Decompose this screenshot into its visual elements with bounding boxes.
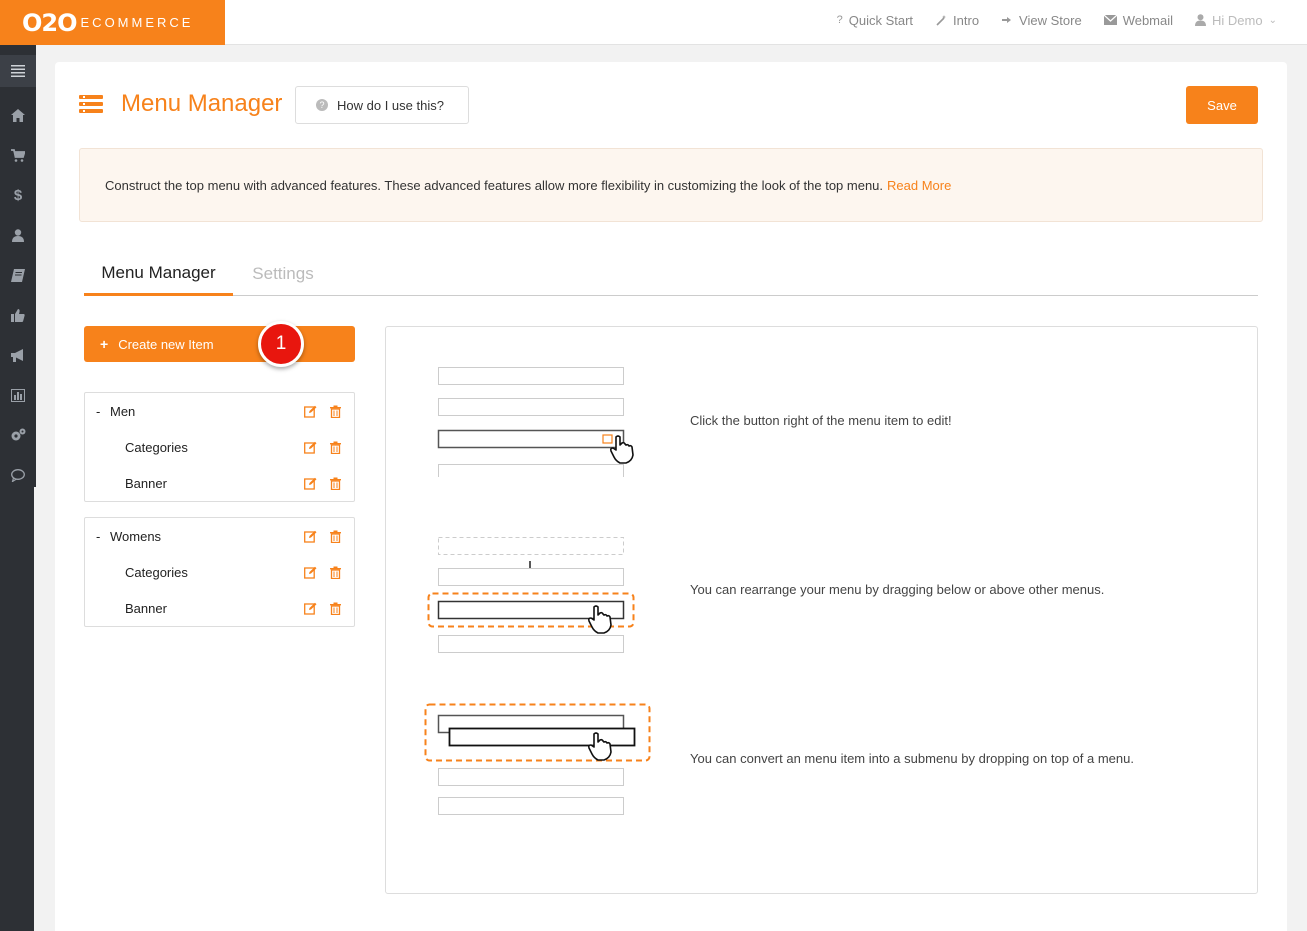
user-icon bbox=[1195, 14, 1206, 26]
menu-item-label: Men bbox=[110, 403, 136, 419]
create-new-item-button[interactable] bbox=[84, 326, 355, 362]
intro-link[interactable] bbox=[935, 13, 979, 28]
user-menu[interactable] bbox=[1195, 13, 1277, 28]
drag-illustration bbox=[426, 527, 656, 657]
collapse-toggle[interactable]: - bbox=[96, 403, 101, 419]
trash-icon[interactable] bbox=[329, 477, 342, 490]
menu-group-womens bbox=[84, 517, 355, 627]
how-to-use-label: How do I use this? bbox=[337, 97, 444, 113]
page-title: Menu Manager bbox=[121, 90, 283, 117]
view-store-link[interactable] bbox=[1001, 13, 1082, 28]
trash-icon[interactable] bbox=[329, 602, 342, 615]
edit-icon[interactable] bbox=[304, 566, 317, 579]
menu-item-label: Categories bbox=[125, 439, 188, 455]
submenu-illustration bbox=[422, 699, 662, 829]
top-bar bbox=[225, 0, 1307, 45]
menu-icon[interactable] bbox=[0, 55, 36, 87]
logo-mark: O2O bbox=[22, 8, 77, 37]
logo-text: ECOMMERCE bbox=[80, 15, 194, 30]
edit-icon[interactable] bbox=[304, 530, 317, 543]
intro-label: Intro bbox=[953, 12, 980, 28]
step-badge: 1 bbox=[258, 321, 304, 367]
edit-icon[interactable] bbox=[304, 441, 317, 454]
webmail-label: Webmail bbox=[1122, 12, 1174, 28]
menu-item-label: Banner bbox=[125, 600, 167, 616]
question-circle-icon: ? bbox=[316, 99, 328, 111]
menu-item-men-categories[interactable] bbox=[85, 429, 354, 465]
quick-start-link[interactable] bbox=[837, 13, 913, 28]
menu-item-label: Womens bbox=[110, 528, 162, 544]
gears-icon[interactable] bbox=[0, 415, 36, 455]
instruction-rearrange: You can rearrange your menu by dragging below or above other menus. bbox=[690, 582, 1105, 597]
edit-icon[interactable] bbox=[304, 477, 317, 490]
info-notice bbox=[79, 148, 1263, 222]
menu-item-womens-categories[interactable] bbox=[85, 554, 354, 590]
instructions-panel bbox=[385, 326, 1258, 894]
user-icon[interactable] bbox=[0, 215, 36, 255]
sidebar-gap bbox=[34, 487, 36, 931]
collapse-toggle[interactable]: - bbox=[96, 528, 101, 544]
book-icon[interactable] bbox=[0, 255, 36, 295]
trash-icon[interactable] bbox=[329, 405, 342, 418]
save-button[interactable]: Save bbox=[1186, 86, 1258, 124]
instruction-edit: Click the button right of the menu item to edit! bbox=[690, 413, 952, 428]
main-panel bbox=[55, 62, 1287, 931]
menu-item-men[interactable] bbox=[85, 393, 354, 429]
tab-menu-manager[interactable]: Menu Manager bbox=[84, 252, 233, 296]
webmail-link[interactable] bbox=[1104, 13, 1173, 28]
menu-group-men bbox=[84, 392, 355, 502]
chat-icon[interactable] bbox=[0, 455, 36, 495]
magic-wand-icon bbox=[935, 14, 947, 26]
menu-item-label: Categories bbox=[125, 564, 188, 580]
edit-illustration bbox=[426, 357, 656, 477]
brand-logo[interactable] bbox=[0, 0, 225, 45]
how-to-use-button[interactable] bbox=[295, 86, 469, 124]
instruction-submenu: You can convert an menu item into a submenu by dropping on top of a menu. bbox=[690, 751, 1134, 766]
top-nav bbox=[837, 0, 1277, 40]
edit-icon[interactable] bbox=[304, 405, 317, 418]
chevron-down-icon: ⌄ bbox=[1268, 14, 1277, 26]
view-store-label: View Store bbox=[1019, 12, 1082, 28]
question-icon: ? bbox=[836, 14, 843, 26]
home-icon[interactable] bbox=[0, 95, 36, 135]
trash-icon[interactable] bbox=[329, 566, 342, 579]
megaphone-icon[interactable] bbox=[0, 335, 36, 375]
create-new-item-label: Create new Item bbox=[118, 336, 214, 352]
quick-start-label: Quick Start bbox=[848, 12, 914, 28]
user-greeting: Hi Demo bbox=[1212, 12, 1263, 28]
cart-icon[interactable] bbox=[0, 135, 36, 175]
menu-item-men-banner[interactable] bbox=[85, 465, 354, 501]
sidebar bbox=[0, 45, 36, 931]
trash-icon[interactable] bbox=[329, 441, 342, 454]
plus-icon: + bbox=[100, 336, 109, 352]
notice-text: Construct the top menu with advanced features. These advanced features allow more flexibility in customizing the look of the top menu. bbox=[105, 177, 884, 193]
envelope-icon bbox=[1104, 15, 1117, 25]
menu-manager-icon bbox=[79, 95, 103, 113]
edit-icon[interactable] bbox=[304, 602, 317, 615]
menu-item-label: Banner bbox=[125, 475, 167, 491]
menu-item-womens-banner[interactable] bbox=[85, 590, 354, 626]
sign-in-icon bbox=[1001, 14, 1013, 26]
read-more-link[interactable]: Read More bbox=[887, 177, 952, 193]
tab-settings[interactable]: Settings bbox=[252, 264, 314, 283]
dollar-icon[interactable]: $ bbox=[13, 186, 23, 204]
tab-bar bbox=[84, 252, 1258, 296]
menu-item-womens[interactable] bbox=[85, 518, 354, 554]
chart-icon[interactable] bbox=[0, 375, 36, 415]
thumbs-up-icon[interactable] bbox=[0, 295, 36, 335]
trash-icon[interactable] bbox=[329, 530, 342, 543]
